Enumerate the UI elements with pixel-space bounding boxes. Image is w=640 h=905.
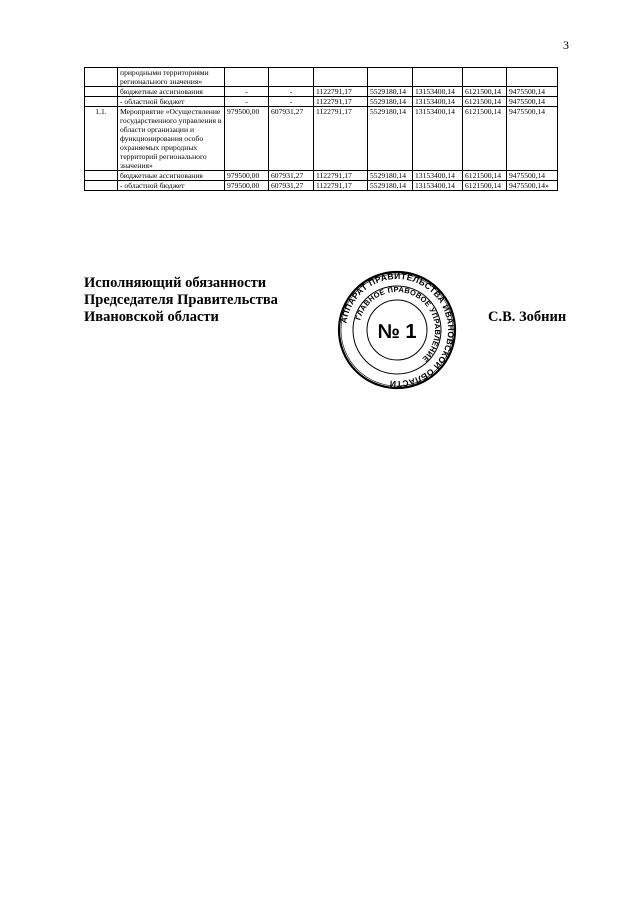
- table-row: [85, 68, 558, 87]
- table-row: [85, 107, 558, 171]
- table-cell: 1122791,17: [314, 107, 368, 171]
- table-cell: [314, 68, 368, 87]
- table-cell: -: [225, 97, 269, 107]
- table-cell: 979500,00: [225, 171, 269, 181]
- table-cell: -: [269, 97, 314, 107]
- table-cell: 6121500,14: [463, 97, 507, 107]
- table-row: [85, 181, 558, 191]
- row-number: [85, 181, 118, 191]
- table-row: [85, 87, 558, 97]
- table-cell: [225, 68, 269, 87]
- table-cell: [463, 68, 507, 87]
- budget-table: [84, 67, 558, 191]
- row-number: 1.1.: [85, 107, 118, 171]
- table-cell: 6121500,14: [463, 107, 507, 171]
- seal-center-text: № 1: [377, 321, 417, 343]
- table-cell: -: [225, 87, 269, 97]
- seal-outer-text: АППАРАТ ПРАВИТЕЛЬСТВА ИВАНОВСКОЙ ОБЛАСТИ: [338, 270, 457, 390]
- table-cell: 607931,27: [269, 181, 314, 191]
- row-name: бюджетные ассигнования: [118, 87, 225, 97]
- table-row: [85, 171, 558, 181]
- table-cell: [368, 68, 413, 87]
- seal-inner-text: ГЛАВНОЕ ПРАВОВОЕ УПРАВЛЕНИЕ: [353, 284, 443, 364]
- table-cell: 6121500,14: [463, 87, 507, 97]
- row-name: - областной бюджет: [118, 97, 225, 107]
- row-number: [85, 171, 118, 181]
- table-cell: 9475500,14»: [507, 181, 558, 191]
- table-cell: [413, 68, 463, 87]
- table-cell: 13153400,14: [413, 87, 463, 97]
- table-row: [85, 97, 558, 107]
- table-cell: 5529180,14: [368, 87, 413, 97]
- table-cell: 6121500,14: [463, 171, 507, 181]
- row-number: [85, 87, 118, 97]
- table-cell: 979500,00: [225, 181, 269, 191]
- signature-line: Ивановской области: [84, 309, 219, 325]
- official-seal: [337, 270, 457, 390]
- row-name: природными территориями регионального значения»: [118, 68, 225, 87]
- row-name: Мероприятие «Осуществление государственного управления в области организации и функционирования особо охраняемых природных территорий регионального значения»: [118, 107, 225, 171]
- signer-name: С.В. Зобнин: [488, 309, 567, 325]
- table-cell: 5529180,14: [368, 171, 413, 181]
- table-cell: 9475500,14: [507, 107, 558, 171]
- row-number: [85, 68, 118, 87]
- table-cell: 1122791,17: [314, 171, 368, 181]
- table-cell: 9475500,14: [507, 87, 558, 97]
- table-cell: 13153400,14: [413, 171, 463, 181]
- table-cell: 1122791,17: [314, 87, 368, 97]
- table-cell: 9475500,14: [507, 97, 558, 107]
- table-cell: 6121500,14: [463, 181, 507, 191]
- signature-line: Председателя Правительства: [84, 292, 278, 308]
- table-cell: 5529180,14: [368, 181, 413, 191]
- table-cell: [507, 68, 558, 87]
- table-cell: 9475500,14: [507, 171, 558, 181]
- table-cell: 5529180,14: [368, 107, 413, 171]
- table-cell: 979500,00: [225, 107, 269, 171]
- table-cell: 1122791,17: [314, 97, 368, 107]
- table-cell: 607931,27: [269, 171, 314, 181]
- table-cell: -: [269, 87, 314, 97]
- signature-title: [84, 275, 278, 326]
- table-cell: 607931,27: [269, 107, 314, 171]
- row-name: бюджетные ассигнования: [118, 171, 225, 181]
- table-cell: [269, 68, 314, 87]
- page-number: 3: [563, 38, 569, 52]
- signature-line: Исполняющий обязанности: [84, 275, 267, 291]
- table-cell: 13153400,14: [413, 181, 463, 191]
- row-name: - областной бюджет: [118, 181, 225, 191]
- table-cell: 1122791,17: [314, 181, 368, 191]
- table-cell: 5529180,14: [368, 97, 413, 107]
- row-number: [85, 97, 118, 107]
- table-cell: 13153400,14: [413, 107, 463, 171]
- table-cell: 13153400,14: [413, 97, 463, 107]
